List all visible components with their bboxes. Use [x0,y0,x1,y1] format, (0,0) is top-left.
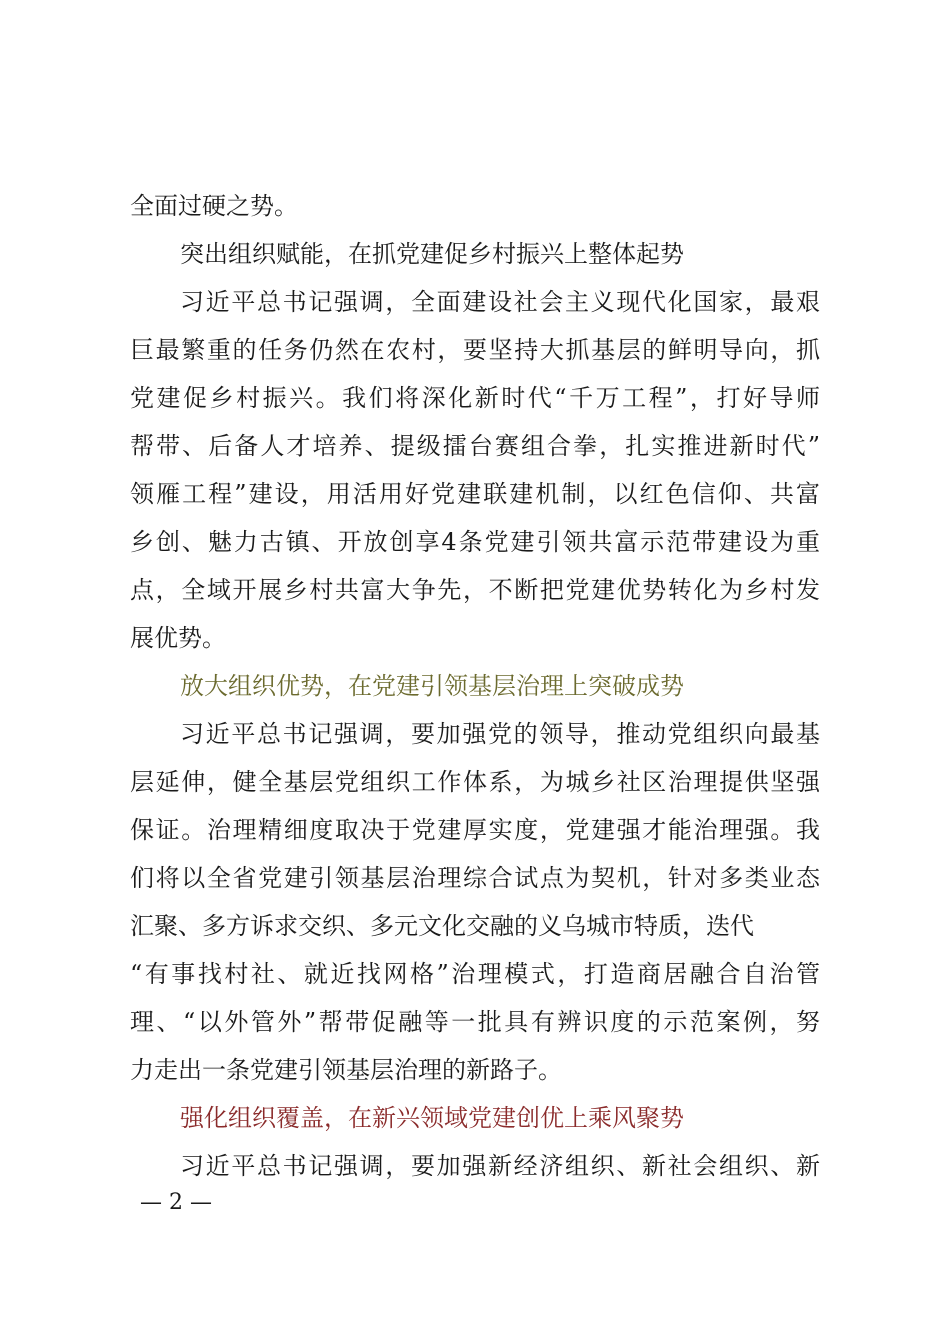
body-line: “有事找村社、就近找网格”治理模式，打造商居融合自治管 [130,960,820,988]
body-line: 保证。治理精细度取决于党建厚实度，党建强才能治理强。我 [130,816,820,844]
body-line: 全面过硬之势。 [130,192,298,220]
body-line: 党建促乡村振兴。我们将深化新时代“千万工程”，打好导师 [130,384,820,412]
body-line: 点，全域开展乡村共富大争先，不断把党建优势转化为乡村发 [130,576,820,604]
body-line: 理、“以外管外”帮带促融等一批具有辨识度的示范案例，努 [130,1008,820,1036]
body-line: 乡创、魅力古镇、开放创享4条党建引领共富示范带建设为重 [130,528,820,556]
body-line: 层延伸，健全基层党组织工作体系，为城乡社区治理提供坚强 [130,768,820,796]
section-heading-new-sectors: 强化组织覆盖，在新兴领域党建创优上乘风聚势 [180,1104,684,1132]
body-line: 展优势。 [130,624,226,652]
section-heading-governance: 放大组织优势，在党建引领基层治理上突破成势 [180,672,684,700]
body-line: 巨最繁重的任务仍然在农村，要坚持大抓基层的鲜明导向，抓 [130,336,820,364]
body-line: 汇聚、多方诉求交织、多元文化交融的义乌城市特质，迭代 [130,912,754,940]
section-heading-rural: 突出组织赋能，在抓党建促乡村振兴上整体起势 [180,240,684,268]
body-line: 习近平总书记强调，要加强新经济组织、新社会组织、新 [180,1152,820,1180]
body-line: 们将以全省党建引领基层治理综合试点为契机，针对多类业态 [130,864,820,892]
body-line: 力走出一条党建引领基层治理的新路子。 [130,1056,562,1084]
body-line: 帮带、后备人才培养、提级擂台赛组合拳，扎实推进新时代” [130,432,820,460]
body-line: 习近平总书记强调，要加强党的领导，推动党组织向最基 [180,720,820,748]
page-number: — 2 — [140,1190,212,1215]
body-line: 领雁工程”建设，用活用好党建联建机制，以红色信仰、共富 [130,480,820,508]
body-line: 习近平总书记强调，全面建设社会主义现代化国家，最艰 [180,288,820,316]
